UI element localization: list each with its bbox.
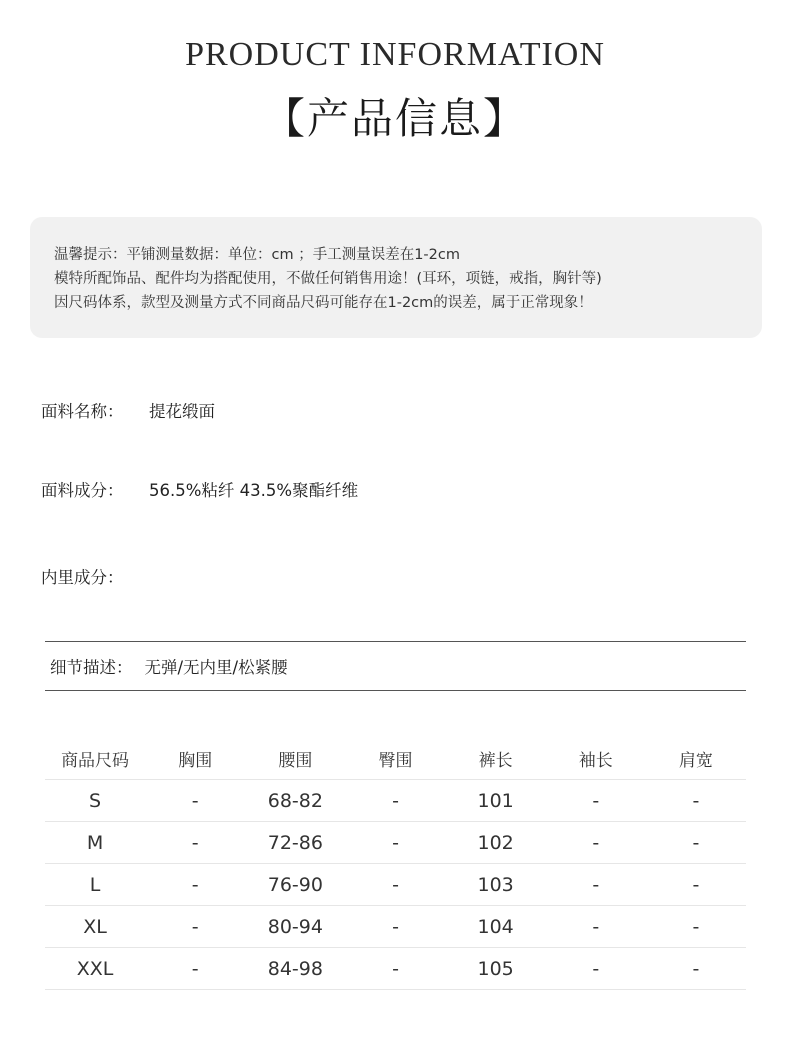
table-row [45, 780, 746, 822]
table-cell: - [345, 948, 445, 990]
spec-fabric-name [41, 398, 215, 422]
table-cell: XXL [45, 948, 145, 990]
table-cell: - [345, 864, 445, 906]
table-cell: - [646, 906, 746, 948]
table-cell: 68-82 [245, 780, 345, 822]
table-cell: - [145, 780, 245, 822]
detail-value: 无弹/无内里/松紧腰 [144, 658, 288, 677]
notice-line-accessories: 模特所配饰品、配件均为搭配使用，不做任何销售用途！(耳环，项链，戒指，胸针等) [54, 271, 602, 287]
header-shoulder-width: 肩宽 [646, 737, 746, 780]
table-cell: - [145, 864, 245, 906]
spec-label: 面料名称： [41, 402, 124, 421]
detail-label: 细节描述： [50, 658, 133, 677]
header-hip: 臀围 [345, 737, 445, 780]
table-cell: 76-90 [245, 864, 345, 906]
spec-value: 56.5%粘纤 43.5%聚酯纤维 [149, 481, 359, 500]
table-cell: - [646, 948, 746, 990]
table-cell: S [45, 780, 145, 822]
size-table-header [45, 737, 746, 780]
header-waist: 腰围 [245, 737, 345, 780]
title-english: PRODUCT INFORMATION [185, 36, 605, 73]
table-cell: - [646, 780, 746, 822]
size-table [45, 737, 746, 990]
table-cell: - [646, 864, 746, 906]
spec-label: 内里成分： [41, 568, 124, 587]
table-cell: - [546, 864, 646, 906]
table-cell: - [546, 780, 646, 822]
spec-value: 提花缎面 [149, 402, 215, 421]
spec-fabric-composition [41, 477, 358, 501]
table-cell: - [546, 822, 646, 864]
table-cell: 72-86 [245, 822, 345, 864]
table-cell: 102 [446, 822, 546, 864]
notice-line-measurement: 温馨提示：平铺测量数据：单位：cm ；手工测量误差在1-2cm [54, 247, 460, 263]
spec-lining-composition [41, 564, 149, 588]
table-cell: L [45, 864, 145, 906]
table-cell: - [546, 948, 646, 990]
table-cell: - [345, 780, 445, 822]
spec-label: 面料成分： [41, 481, 124, 500]
table-cell: 103 [446, 864, 546, 906]
table-row [45, 822, 746, 864]
notice-box [30, 217, 762, 338]
table-cell: - [145, 822, 245, 864]
table-row [45, 864, 746, 906]
header-bust: 胸围 [145, 737, 245, 780]
header-pants-length: 裤长 [446, 737, 546, 780]
title-chinese: 【产品信息】 [262, 94, 527, 143]
table-cell: - [345, 822, 445, 864]
table-row [45, 948, 746, 990]
table-cell: - [646, 822, 746, 864]
table-row [45, 906, 746, 948]
table-cell: 80-94 [245, 906, 345, 948]
table-cell: - [546, 906, 646, 948]
header-size: 商品尺码 [45, 737, 145, 780]
table-cell: 104 [446, 906, 546, 948]
table-cell: 105 [446, 948, 546, 990]
table-cell: - [145, 906, 245, 948]
detail-description [45, 641, 746, 691]
table-cell: - [145, 948, 245, 990]
table-cell: - [345, 906, 445, 948]
notice-line-size-error: 因尺码体系，款型及测量方式不同商品尺码可能存在1-2cm的误差，属于正常现象！ [54, 295, 593, 311]
header-sleeve-length: 袖长 [546, 737, 646, 780]
table-cell: 101 [446, 780, 546, 822]
table-cell: XL [45, 906, 145, 948]
table-cell: M [45, 822, 145, 864]
table-cell: 84-98 [245, 948, 345, 990]
